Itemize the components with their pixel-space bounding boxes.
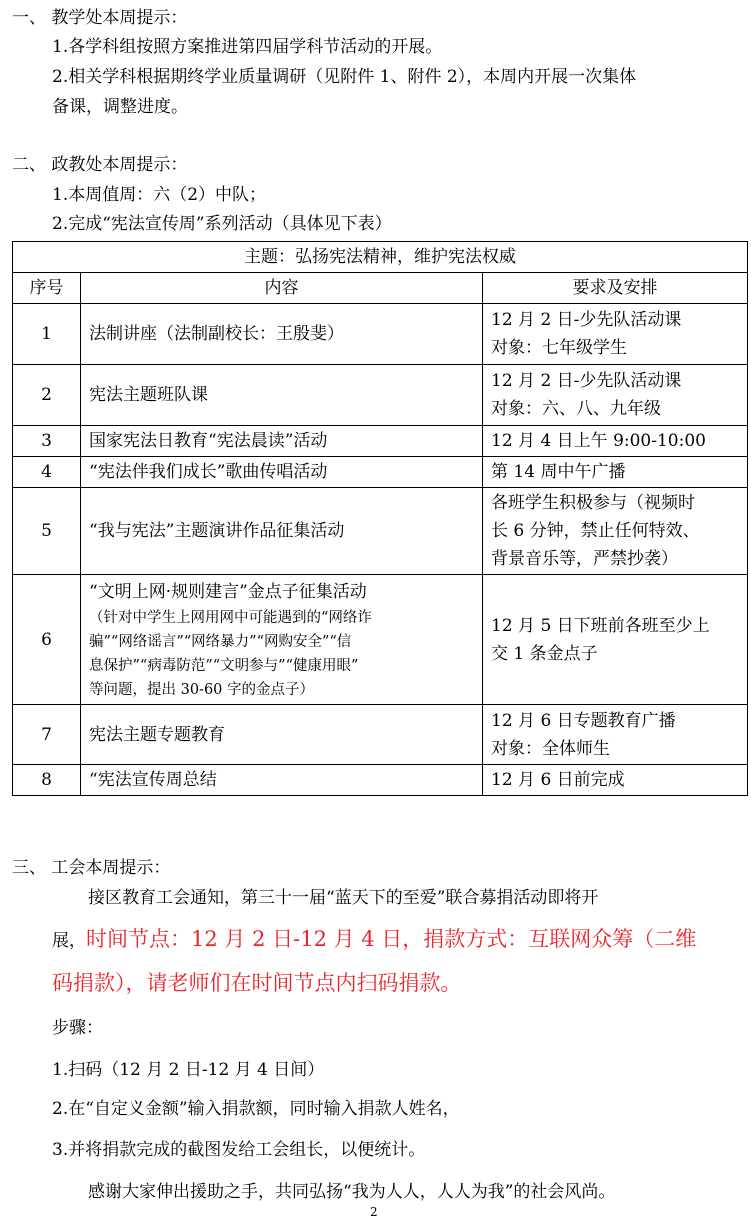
req-line: 12 月 6 日专题教育广播 [491, 710, 676, 731]
req-line: 对象：七年级学生 [491, 338, 627, 358]
table-row [13, 426, 748, 457]
header-requirement: 要求及安排 [483, 273, 748, 304]
row-no: 8 [13, 765, 81, 796]
row-no: 5 [13, 488, 81, 575]
table-header-row [13, 273, 748, 304]
activity-table [12, 241, 748, 796]
row-requirement [483, 365, 748, 426]
step-2: 2.在“自定义金额”输入捐款额，同时输入捐款人姓名， [52, 1099, 460, 1119]
content-note: 等问题，提出 30-60 字的金点子） [89, 681, 315, 698]
row-content: “宪法伴我们成长”歌曲传唱活动 [81, 457, 483, 488]
row-no: 3 [13, 426, 81, 457]
row-requirement: 12 月 6 日前完成 [483, 765, 748, 796]
table-row [13, 365, 748, 426]
row-no: 1 [13, 304, 81, 365]
req-line: 12 月 2 日-少先队活动课 [491, 371, 682, 391]
table-row [13, 304, 748, 365]
table-row [13, 575, 748, 705]
row-requirement: 第 14 周中午广播 [483, 457, 748, 488]
section1-heading: 一、 教学处本周提示： [12, 8, 188, 28]
row-content: 法制讲座（法制副校长：王殷斐） [81, 304, 483, 365]
row-requirement [483, 705, 748, 765]
row-no: 4 [13, 457, 81, 488]
section3-para1: 接区教育工会通知，第三十一届“蓝天下的至爱”联合募捐活动即将开 [88, 888, 599, 908]
para2-prefix: 展， [52, 931, 86, 951]
table-row [13, 488, 748, 575]
req-line: 对象：六、八、九年级 [491, 399, 661, 419]
row-requirement [483, 575, 748, 705]
row-requirement [483, 304, 748, 365]
row-no: 7 [13, 705, 81, 765]
steps-label: 步骤： [52, 1018, 103, 1038]
row-content: 宪法主题班队课 [81, 365, 483, 426]
header-no: 序号 [13, 273, 81, 304]
table-row [13, 457, 748, 488]
section2-heading: 二、 政教处本周提示： [12, 155, 188, 175]
table-row [13, 765, 748, 796]
req-line: 交 1 条金点子 [491, 643, 598, 664]
req-line: 对象：全体师生 [491, 738, 610, 759]
section3-para3: 码捐款），请老师们在时间节点内扫码捐款。 [52, 971, 462, 995]
section1-item-2: 2.相关学科根据期终学业质量调研（见附件 1、附件 2），本周内开展一次集体 [52, 67, 637, 87]
section2-item-1: 1.本周值周：六（2）中队； [52, 185, 267, 205]
section3-heading: 三、 工会本周提示： [12, 858, 171, 878]
req-line: 12 月 2 日-少先队活动课 [491, 310, 682, 330]
row-requirement: 12 月 4 日上午 9:00-10:00 [483, 426, 748, 457]
row-requirement [483, 488, 748, 575]
content-title: “文明上网·规则建言”金点子征集活动 [89, 581, 367, 602]
step-3: 3.并将捐款完成的截图发给工会组长，以便统计。 [52, 1140, 426, 1160]
content-note: 骗”“网络谣言”“网络暴力”“网购安全”“信 [89, 633, 352, 650]
row-content [81, 575, 483, 705]
row-no: 2 [13, 365, 81, 426]
row-content: 宪法主题专题教育 [81, 705, 483, 765]
req-line: 长 6 分钟，禁止任何特效、 [491, 521, 700, 541]
table-row [13, 705, 748, 765]
page-number: 2 [370, 1205, 378, 1219]
content-note: （针对中学生上网用网中可能遇到的“网络诈 [89, 609, 372, 626]
req-line: 12 月 5 日下班前各班至少上 [491, 615, 710, 636]
content-note: 息保护”“病毒防范”“文明参与”“健康用眼” [89, 657, 359, 674]
row-content: 国家宪法日教育“宪法晨读”活动 [81, 426, 483, 457]
section1-item-2-cont: 备课，调整进度。 [52, 97, 188, 117]
row-content: “我与宪法”主题演讲作品征集活动 [81, 488, 483, 575]
header-content: 内容 [81, 273, 483, 304]
req-line: 各班学生积极参与（视频时 [491, 493, 695, 513]
section2-item-2: 2.完成“宪法宣传周”系列活动（具体见下表） [52, 214, 392, 234]
closing-line: 感谢大家伸出援助之手，共同弘扬“我为人人，人人为我”的社会风尚。 [88, 1182, 616, 1202]
row-content: “宪法宣传周总结 [81, 765, 483, 796]
section3-para2 [52, 924, 696, 956]
table-theme: 主题：弘扬宪法精神，维护宪法权威 [13, 242, 748, 273]
row-no: 6 [13, 575, 81, 705]
section1-item-1: 1.各学科组按照方案推进第四届学科节活动的开展。 [52, 37, 443, 57]
step-1: 1.扫码（12 月 2 日-12 月 4 日间） [52, 1060, 325, 1080]
table-theme-row [13, 242, 748, 273]
para2-highlight: 时间节点：12 月 2 日-12 月 4 日，捐款方式：互联网众筹（二维 [86, 927, 697, 951]
req-line: 背景音乐等，严禁抄袭） [491, 549, 678, 569]
